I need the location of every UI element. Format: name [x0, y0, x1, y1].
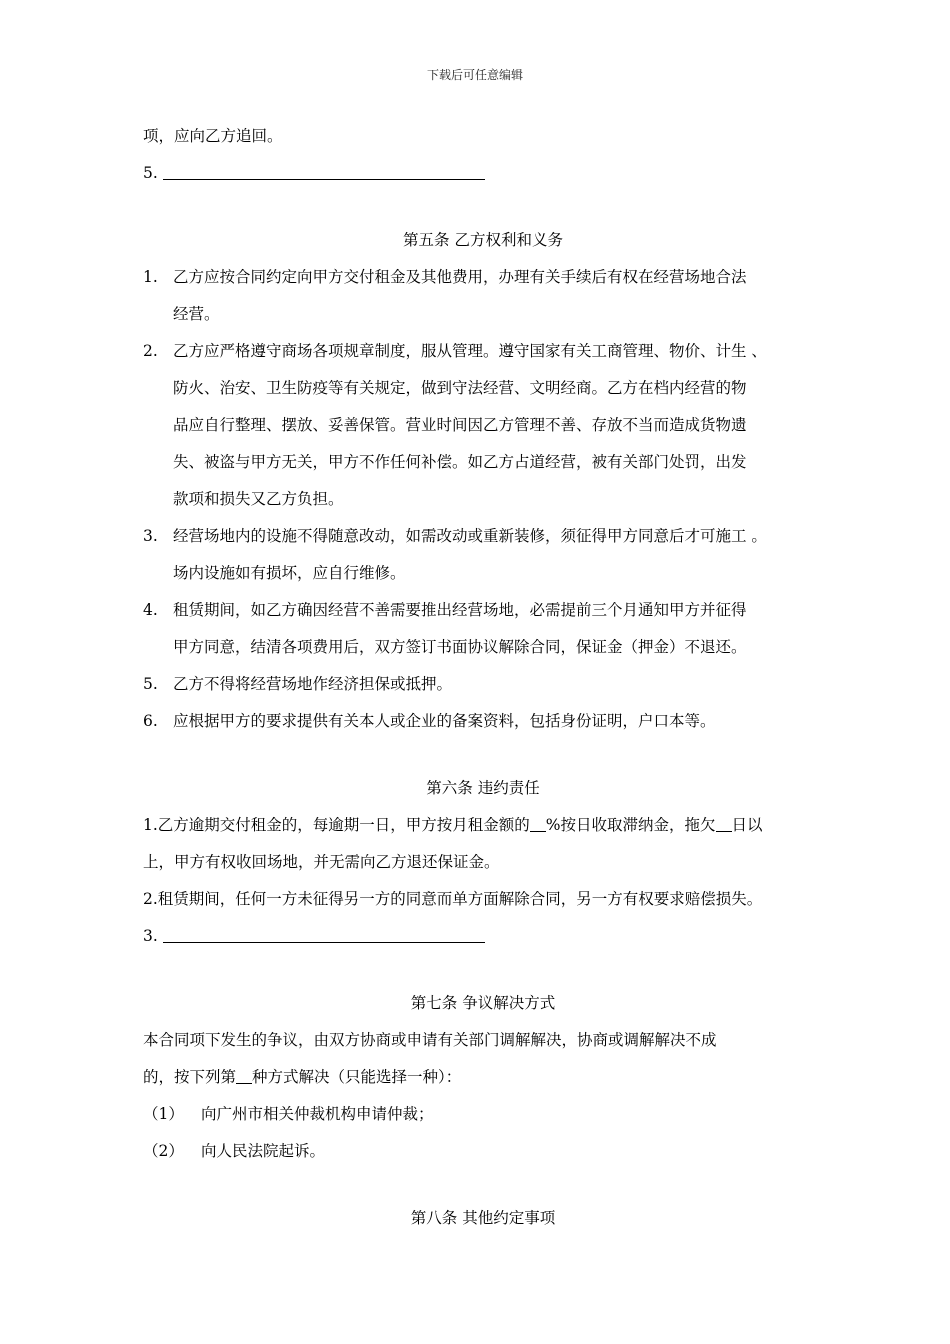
section-6-paragraph-1-cont: 上，甲方有权收回场地，并无需向乙方退还保证金。 [143, 853, 500, 871]
list-item [143, 666, 823, 703]
list-item-number: 3. [143, 527, 158, 545]
list-item-line: 防火、治安、卫生防疫等有关规定，做到守法经营、文明经商。乙方在档内经营的物 [173, 379, 747, 397]
continuation-text: 项，应向乙方追回。 [143, 127, 283, 145]
list-item-number: 1. [143, 268, 158, 286]
section-5-title: 第五条 乙方权利和义务 [403, 231, 563, 249]
list-item-number: 6. [143, 712, 158, 730]
section-5-list [143, 259, 823, 740]
list-item-line: 经营场地内的设施不得随意改动，如需改动或重新装修，须征得甲方同意后才可施工 。 [173, 527, 767, 545]
fill-in-blank [236, 1082, 252, 1084]
list-item-line: 乙方应按合同约定向甲方交付租金及其他费用，办理有关手续后有权在经营场地合法 [173, 268, 747, 286]
list-item-line: 失、被盗与甲方无关，甲方不作任何补偿。如乙方占道经营，被有关部门处罚，出发 [173, 453, 747, 471]
option-number: （1） [143, 1105, 184, 1123]
document-body [143, 118, 823, 1237]
paragraph-text: %按日收取滞纳金，拖欠 [545, 816, 716, 834]
list-item-line: 场内设施如有损坏，应自行维修。 [173, 564, 406, 582]
section-6-paragraph-1 [143, 807, 823, 844]
section-6-paragraph-2: 2.租赁期间，任何一方未征得另一方的同意而单方面解除合同，另一方有权要求赔偿损失。 [143, 890, 763, 908]
paragraph-text: 日以 [731, 816, 763, 834]
option-text: 向人民法院起诉。 [201, 1142, 326, 1160]
blank-item-5-prefix: 5. [143, 164, 158, 182]
section-7-line-2 [143, 1059, 823, 1096]
list-item-number: 4. [143, 601, 158, 619]
fill-in-blank-line [163, 178, 485, 180]
blank-item-5 [143, 155, 823, 192]
list-item-line: 乙方不得将经营场地作经济担保或抵押。 [173, 675, 453, 693]
list-item [143, 333, 823, 518]
section-8-title: 第八条 其他约定事项 [410, 1209, 556, 1227]
list-item-line: 租赁期间，如乙方确因经营不善需要推出经营场地，必需提前三个月通知甲方并征得 [173, 601, 747, 619]
list-item-line: 经营。 [173, 305, 220, 323]
fill-in-blank [530, 830, 546, 832]
list-item-line: 甲方同意，结清各项费用后，双方签订书面协议解除合同，保证金（押金）不退还。 [173, 638, 747, 656]
list-item-line: 款项和损失又乙方负担。 [173, 490, 344, 508]
list-item [143, 518, 823, 592]
option-item [143, 1133, 823, 1170]
paragraph-text: 种方式解决（只能选择一种）： [252, 1068, 462, 1086]
list-item [143, 259, 823, 333]
header-note: 下载后可任意编辑 [426, 68, 523, 82]
option-item [143, 1096, 823, 1133]
list-item-line: 乙方应严格遵守商场各项规章制度，服从管理。遵守国家有关工商管理、物价、计生 、 [173, 342, 767, 360]
section-6-title: 第六条 违约责任 [426, 779, 540, 797]
list-item-line: 品应自行整理、摆放、妥善保管。营业时间因乙方管理不善、存放不当而造成货物遗 [173, 416, 747, 434]
option-number: （2） [143, 1142, 184, 1160]
paragraph-text: 1.乙方逾期交付租金的，每逾期一日，甲方按月租金额的 [143, 816, 530, 834]
fill-in-blank-line [163, 941, 485, 943]
fill-in-blank [716, 830, 732, 832]
list-item-number: 5. [143, 675, 158, 693]
option-text: 向广州市相关仲裁机构申请仲裁； [201, 1105, 434, 1123]
list-item-number: 2. [143, 342, 158, 360]
list-item [143, 703, 823, 740]
section-7-title: 第七条 争议解决方式 [410, 994, 556, 1012]
paragraph-text: 的，按下列第 [143, 1068, 237, 1086]
list-item [143, 592, 823, 666]
list-item-line: 应根据甲方的要求提供有关本人或企业的备案资料，包括身份证明，户口本等。 [173, 712, 716, 730]
section-6-paragraph-3 [143, 918, 823, 955]
paragraph-3-prefix: 3. [143, 927, 158, 945]
section-7-line-1: 本合同项下发生的争议，由双方协商或申请有关部门调解解决，协商或调解解决不成 [143, 1031, 717, 1049]
